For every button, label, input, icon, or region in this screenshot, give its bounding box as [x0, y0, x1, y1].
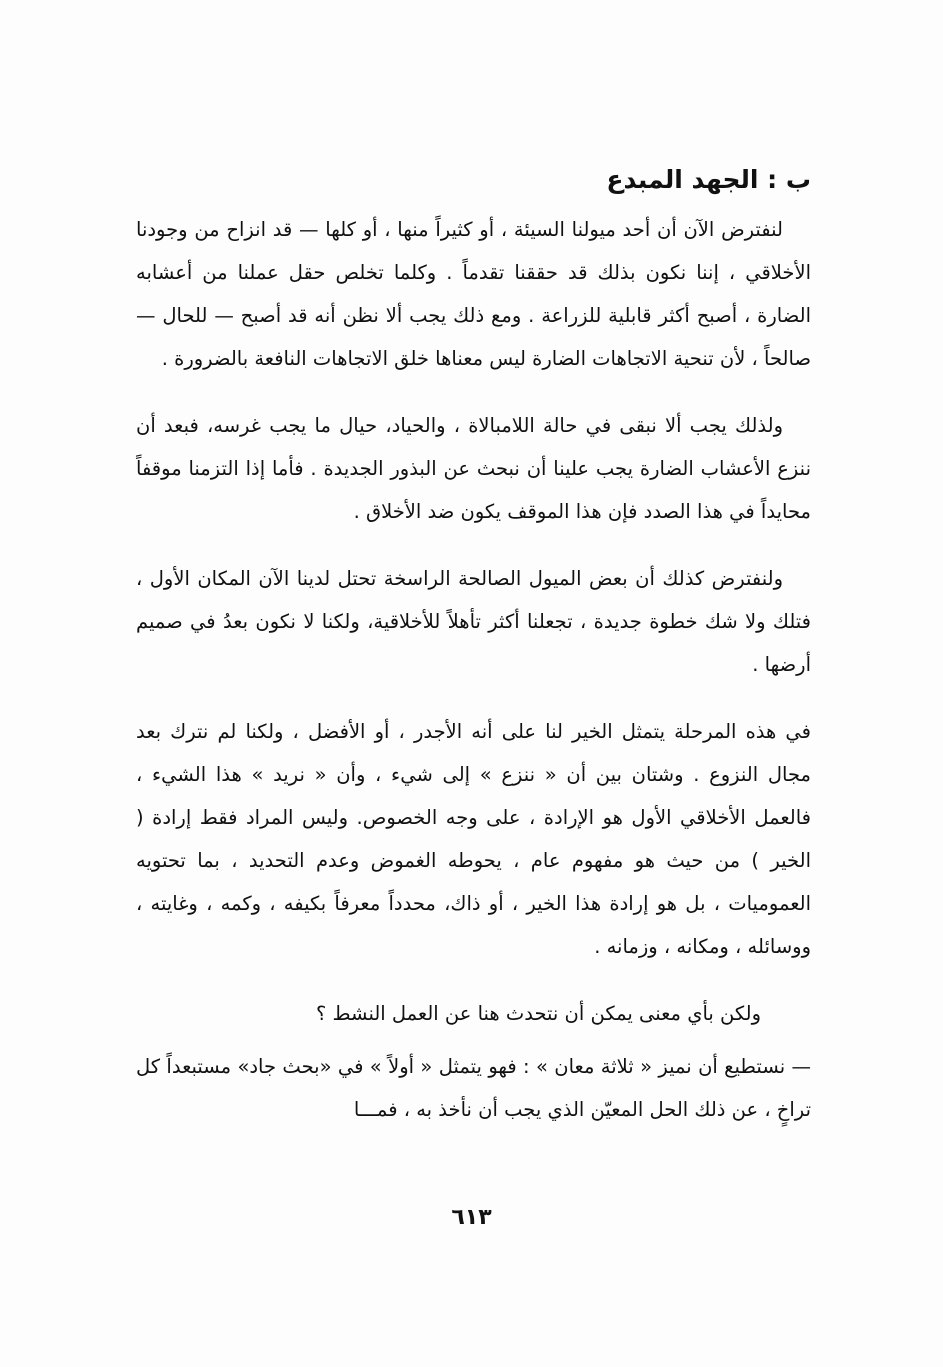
paragraph-3: ولنفترض كذلك أن بعض الميول الصالحة الراسخة تحتل لدينا الآن المكان الأول ، فتلك ولا شك خطوة جديدة ، تجعلنا أكثر تأهلاً للأخلاقية، ولكنا لا نكون بعدُ في صميم أرضها .: [136, 567, 811, 676]
page-content: [136, 160, 811, 1131]
paragraph-2: ولذلك يجب ألا نبقى في حالة اللامبالاة ، والحياد، حيال ما يجب غرسه، فبعد أن ننزع الأعشاب الضارة يجب علينا أن نبحث عن البذور الجديدة . فأما إذا التزمنا موقفاً محايداً في هذا الصدد فإن هذا الموقف يكون ضد الأخلاق .: [136, 414, 811, 523]
section-heading: ب : الجهد المبدع: [606, 165, 811, 194]
paragraph-4: في هذه المرحلة يتمثل الخير لنا على أنه الأجدر ، أو الأفضل ، ولكنا لم نترك بعد مجال النزوع . وشتان بين أن « ننزع » إلى شيء ، وأن « نريد » هذا الشيء ، فالعمل الأخلاقي الأول هو الإرادة ، على وجه الخصوص. وليس المراد فقط إرادة ( الخير ) من حيث هو مفهوم عام ، يحوطه الغموض وعدم التحديد ، بما تحتويه العموميات ، بل هو إرادة هذا الخير ، أو ذاك، محدداً معرفاً بكيفه ، وكمه ، وغايته ، ووسائله ، ومكانه ، وزمانه .: [136, 720, 811, 958]
paragraph-6: — نستطيع أن نميز « ثلاثة معان » : فهو يتمثل « أولاً » في «بحث جاد» مستبعداً كل تراخٍ ، عن ذلك الحل المعيّن الذي يجب أن نأخذ به ، فمـــا: [136, 1055, 811, 1121]
paragraph-1: لنفترض الآن أن أحد ميولنا السيئة ، أو كثيراً منها ، أو كلها — قد انزاح من وجودنا الأخلاقي ، إننا نكون بذلك قد حققنا تقدماً . وكلما تخلص حقل عملنا من أعشابه الضارة ، أصبح أكثر قابلية للزراعة . ومع ذلك يجب ألا نظن أنه قد أصبح — للحال — صالحاً ، لأن تنحية الاتجاهات الضارة ليس معناها خلق الاتجاهات النافعة بالضرورة .: [136, 218, 811, 370]
page-number: ٦١٣: [451, 1205, 492, 1230]
paragraph-5: ولكن بأي معنى يمكن أن نتحدث هنا عن العمل النشط ؟: [315, 1002, 761, 1025]
